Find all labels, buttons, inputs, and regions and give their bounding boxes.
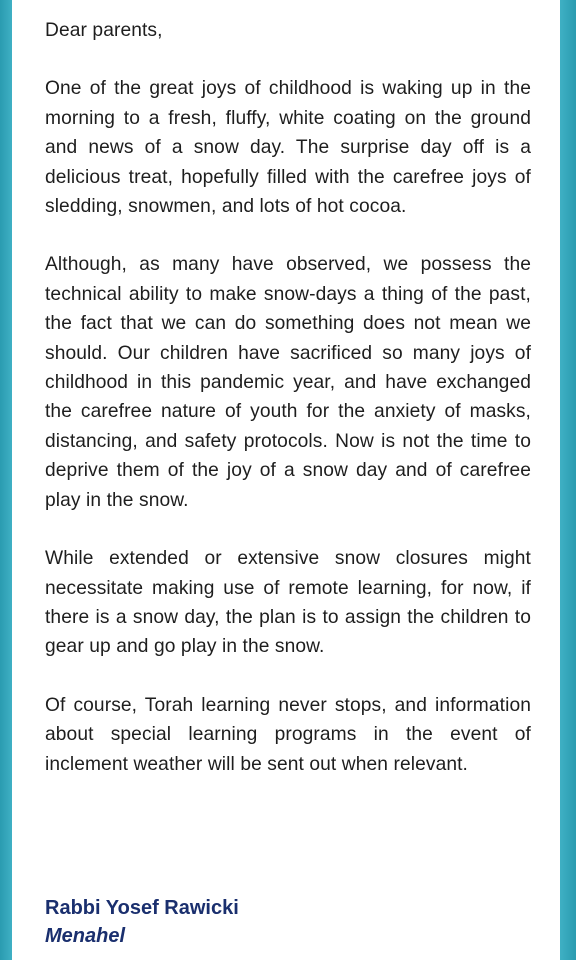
paragraph-4: Of course, Torah learning never stops, and information about special learning programs in the event of inclement weather will be sent out when relevant.	[45, 694, 531, 775]
right-border	[560, 0, 576, 960]
paragraph-3: While extended or extensive snow closures might necessitate making use of remote learning, for now, if there is a snow day, the plan is to assign the children to gear up and go play in the snow.	[45, 548, 531, 658]
signature-title: Menahel	[45, 925, 126, 947]
left-border	[0, 0, 12, 960]
letter-greeting: Dear parents,	[45, 20, 163, 41]
signature-name: Rabbi Yosef Rawicki	[45, 897, 239, 919]
paragraph-2: Although, as many have observed, we possess the technical ability to make snow-days a thing of the past, the fact that we can do something does not mean we should. Our children have sacrificed so many joys of childhood in this pandemic year, and have exchanged the carefree nature of youth for the anxiety of masks, distancing, and safety protocols. Now is not the time to deprive them of the joy of a snow day and of carefree play in the snow.	[45, 254, 531, 511]
paragraph-1: One of the great joys of childhood is waking up in the morning to a fresh, fluffy, white coating on the ground and news of a snow day. The surprise day off is a delicious treat, hopefully filled with the carefree joys of sledding, snowmen, and lots of hot cocoa.	[45, 78, 531, 218]
letter-body	[45, 16, 531, 808]
signature-block	[45, 894, 239, 950]
